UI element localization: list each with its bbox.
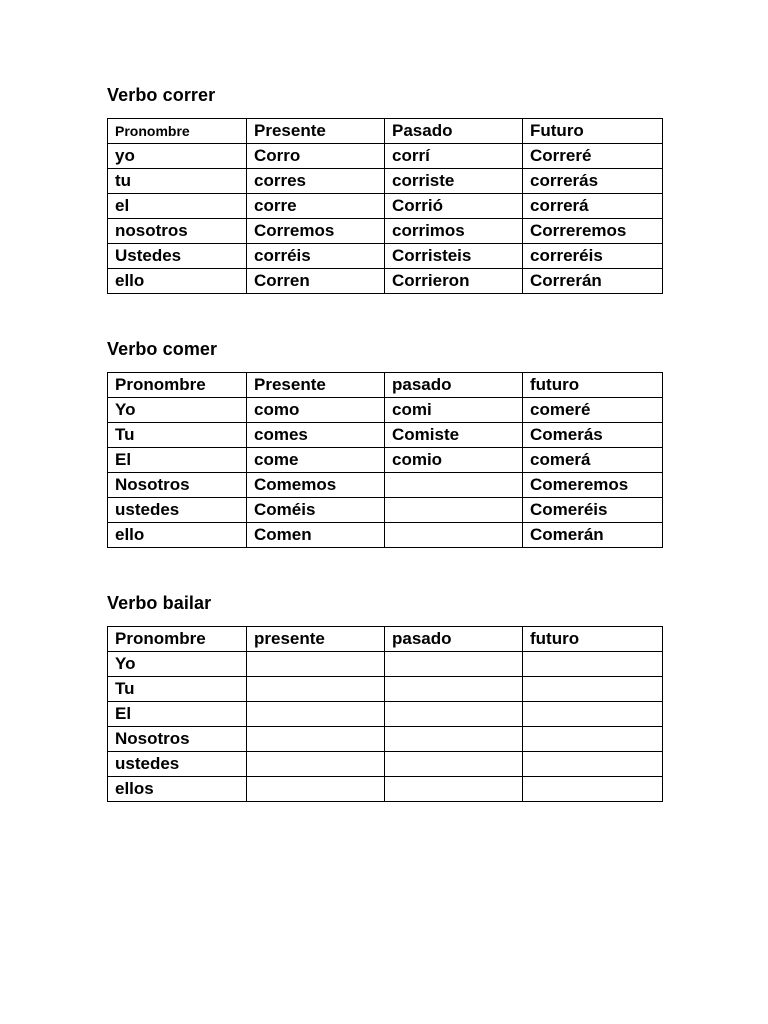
table-cell: Corren: [247, 269, 385, 294]
header-cell: futuro: [523, 373, 663, 398]
table-cell: Yo: [108, 398, 247, 423]
table-cell: [247, 777, 385, 802]
table-row: [108, 398, 663, 423]
header-cell: pasado: [385, 627, 523, 652]
table-row: [108, 777, 663, 802]
table-cell: corrimos: [385, 219, 523, 244]
table-cell: Correremos: [523, 219, 663, 244]
table-cell: Coméis: [247, 498, 385, 523]
table-cell: [523, 777, 663, 802]
table-cell: [385, 498, 523, 523]
table-cell: Comiste: [385, 423, 523, 448]
header-row: [108, 627, 663, 652]
table-cell: ello: [108, 269, 247, 294]
header-cell: Pasado: [385, 119, 523, 144]
table-cell: yo: [108, 144, 247, 169]
table-cell: [523, 652, 663, 677]
table-row: [108, 244, 663, 269]
table-row: [108, 169, 663, 194]
table-row: [108, 752, 663, 777]
table-cell: comerá: [523, 448, 663, 473]
table-row: [108, 423, 663, 448]
table-cell: Tu: [108, 677, 247, 702]
header-row: [108, 119, 663, 144]
section-title-correr: [107, 83, 215, 107]
table-cell: [385, 473, 523, 498]
table-cell: Comerán: [523, 523, 663, 548]
table-cell: Correré: [523, 144, 663, 169]
section-title: Verbo correr: [107, 85, 216, 105]
table-cell: Yo: [108, 652, 247, 677]
table-cell: Nosotros: [108, 473, 247, 498]
table-cell: ellos: [108, 777, 247, 802]
table-cell: Corremos: [247, 219, 385, 244]
table-cell: ustedes: [108, 752, 247, 777]
table-row: [108, 219, 663, 244]
header-cell: Pronombre: [108, 119, 247, 144]
table-cell: el: [108, 194, 247, 219]
header-cell: futuro: [523, 627, 663, 652]
table-cell: [523, 677, 663, 702]
table-cell: El: [108, 702, 247, 727]
table-cell: tu: [108, 169, 247, 194]
header-cell: Pronombre: [108, 627, 247, 652]
table-cell: [247, 727, 385, 752]
table-row: [108, 448, 663, 473]
header-cell: Presente: [247, 119, 385, 144]
header-cell: Futuro: [523, 119, 663, 144]
table-row: [108, 194, 663, 219]
table-row: [108, 702, 663, 727]
table-cell: ustedes: [108, 498, 247, 523]
table-cell: corréis: [247, 244, 385, 269]
section-title: Verbo comer: [107, 339, 218, 359]
table-cell: comeré: [523, 398, 663, 423]
table-row: [108, 523, 663, 548]
table-cell: Comeremos: [523, 473, 663, 498]
conjugation-table-correr: [107, 118, 663, 294]
table-cell: [385, 652, 523, 677]
table-cell: [385, 777, 523, 802]
table-cell: corrí: [385, 144, 523, 169]
table-row: [108, 677, 663, 702]
table-cell: [523, 702, 663, 727]
table-cell: Comerás: [523, 423, 663, 448]
table-row: [108, 727, 663, 752]
table-cell: [385, 677, 523, 702]
table-cell: [385, 727, 523, 752]
table-cell: El: [108, 448, 247, 473]
table-row: [108, 144, 663, 169]
table-cell: [247, 652, 385, 677]
table-cell: [385, 752, 523, 777]
section-title: Verbo bailar: [107, 593, 212, 613]
table-row: [108, 269, 663, 294]
table-cell: [247, 702, 385, 727]
table-cell: [385, 523, 523, 548]
table-row: [108, 498, 663, 523]
header-cell: Presente: [247, 373, 385, 398]
table-cell: ello: [108, 523, 247, 548]
table-cell: correrás: [523, 169, 663, 194]
table-cell: comes: [247, 423, 385, 448]
conjugation-table-bailar: [107, 626, 663, 802]
table-cell: Correrán: [523, 269, 663, 294]
conjugation-table-comer: [107, 372, 663, 548]
table-cell: [523, 727, 663, 752]
table-cell: correrá: [523, 194, 663, 219]
table-cell: Corrieron: [385, 269, 523, 294]
header-cell: pasado: [385, 373, 523, 398]
table-cell: comio: [385, 448, 523, 473]
table-cell: Ustedes: [108, 244, 247, 269]
table-cell: [247, 677, 385, 702]
table-row: [108, 473, 663, 498]
table-cell: Tu: [108, 423, 247, 448]
table-cell: Corristeis: [385, 244, 523, 269]
table-cell: corres: [247, 169, 385, 194]
table-cell: comi: [385, 398, 523, 423]
table-cell: Nosotros: [108, 727, 247, 752]
table-cell: [523, 752, 663, 777]
section-title-comer: [107, 337, 217, 361]
header-row: [108, 373, 663, 398]
table-cell: [385, 702, 523, 727]
table-cell: como: [247, 398, 385, 423]
header-cell: presente: [247, 627, 385, 652]
table-cell: correréis: [523, 244, 663, 269]
section-title-bailar: [107, 591, 211, 615]
table-cell: Comemos: [247, 473, 385, 498]
table-cell: Corrió: [385, 194, 523, 219]
table-cell: come: [247, 448, 385, 473]
table-cell: Comen: [247, 523, 385, 548]
table-cell: [247, 752, 385, 777]
table-cell: corre: [247, 194, 385, 219]
table-row: [108, 652, 663, 677]
table-cell: nosotros: [108, 219, 247, 244]
header-cell: Pronombre: [108, 373, 247, 398]
table-cell: Comeréis: [523, 498, 663, 523]
table-cell: corriste: [385, 169, 523, 194]
table-cell: Corro: [247, 144, 385, 169]
